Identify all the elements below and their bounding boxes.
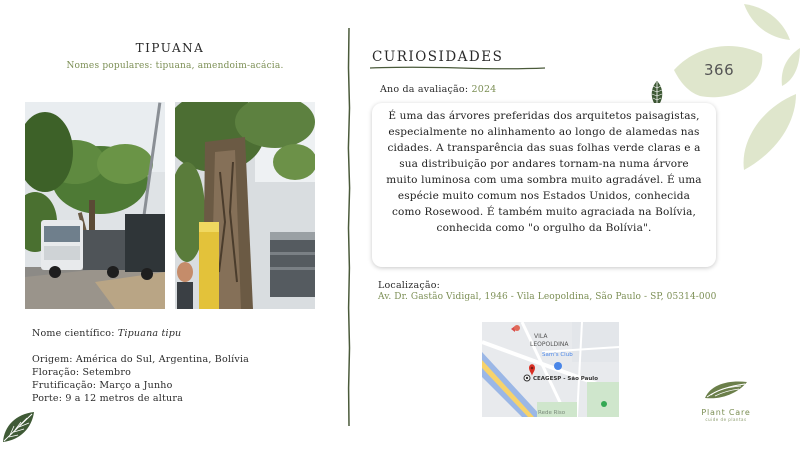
evaluation-year-value: 2024 — [471, 84, 497, 95]
scientific-name-value: Tipuana tipu — [117, 328, 182, 339]
tree-photo-street — [25, 102, 165, 309]
evaluation-year — [380, 84, 496, 95]
column-divider — [346, 28, 352, 426]
location-label: Localização: — [378, 280, 441, 291]
map-label-rede-riso: Rede Riso — [538, 410, 566, 416]
tree-facts — [32, 353, 249, 405]
fact-origin: Origem: América do Sul, Argentina, Bolívia — [32, 354, 250, 365]
tree-info-panel — [0, 0, 345, 450]
scientific-name — [32, 328, 181, 339]
description-text: É uma das árvores preferidas dos arquitetos paisagistas, especialmente no alinhamento ao longo de alamedas nas cidades. A transparência das suas folhas verde claras e a sua distribuição por andares tornam-na numa árvore muito luminosa com uma sombra muito agradável. É uma espécie muito comum nos Estados Unidos, conhecida como Rosewood. É também muito agraciada na Bolívia, conhecida como "o orgulho da Bolívia". — [386, 110, 702, 234]
popular-names: Nomes populares: tipuana, amendoim-acácia. — [66, 61, 284, 71]
map-label-ceagesp: CEAGESP - São Paulo — [533, 376, 598, 382]
map-label-sams-club: Sam's Club — [542, 352, 573, 358]
location-address: Av. Dr. Gastão Vidigal, 1946 - Vila Leopoldina, São Paulo - SP, 05314-000 — [378, 292, 717, 302]
plant-care-logo-icon — [703, 378, 749, 402]
title-underline — [370, 66, 545, 70]
fact-size: Porte: 9 a 12 metros de altura — [32, 393, 183, 404]
brand-tagline: cuide de plantas — [705, 417, 747, 422]
tree-title: TIPUANA — [135, 41, 205, 55]
map-label-vila: VILA — [534, 333, 548, 340]
tree-photo-trunk — [175, 102, 315, 309]
fact-fruiting: Frutificação: Março a Junho — [32, 380, 173, 391]
leaf-icon — [0, 408, 38, 446]
description-card — [372, 103, 716, 267]
brand-name: Plant Care — [701, 408, 751, 417]
evaluation-year-label: Ano da avaliação: — [380, 84, 472, 95]
curiosities-title: CURIOSIDADES — [372, 49, 504, 65]
fact-flowering: Floração: Setembro — [32, 367, 131, 378]
page-number: 366 — [704, 61, 735, 79]
location-map[interactable] — [482, 322, 619, 417]
decorative-leaves — [670, 0, 800, 175]
brand-logo — [690, 378, 762, 422]
scientific-name-label: Nome científico: — [32, 328, 118, 339]
map-label-leopoldina: LEOPOLDINA — [530, 341, 569, 348]
